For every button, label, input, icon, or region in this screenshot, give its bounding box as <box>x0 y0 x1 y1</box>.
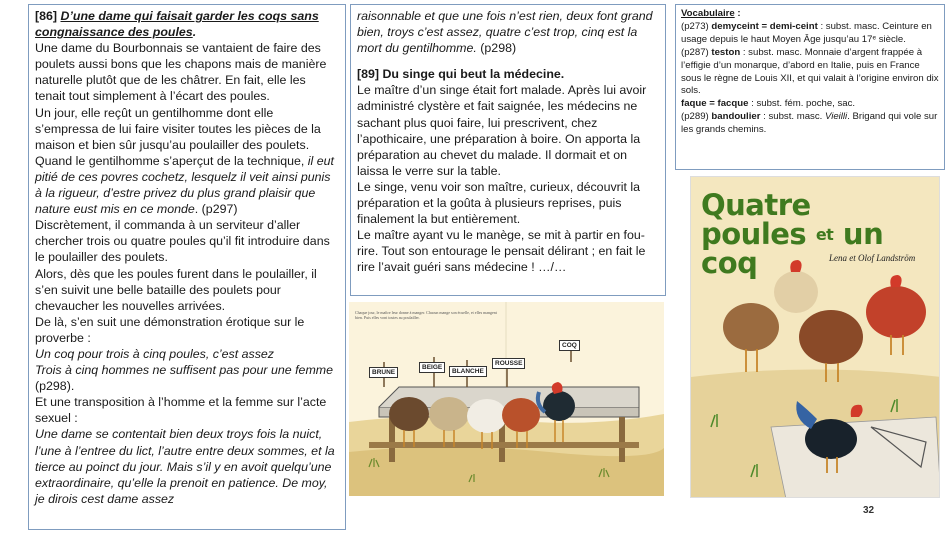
story-89-text-box <box>350 4 666 296</box>
label-brune: BRUNE <box>369 367 398 378</box>
spacer <box>357 56 659 66</box>
paragraph: Un jour, elle reçût un gentilhomme dont elle s’empressa de lui faire visiter toutes les pièces de la maison et bien sûr jusqu’au poulailler des poulets. <box>35 105 321 152</box>
hens-trough-illustration <box>349 302 664 496</box>
label-beige: BEIGE <box>419 362 445 373</box>
cover-author: Lena et Olof Landström <box>829 253 916 263</box>
cover-title-et: et <box>815 225 834 244</box>
label-blanche: BLANCHE <box>449 366 487 377</box>
paragraph: Quand le gentilhomme s’aperçut de la technique, il eut pitié de ces povres cochetz, lesquelz il veit ainsi punis à la rigueur, d’estre privez du plus grand plaisir que nature eust mis en ce monde. (p297) <box>35 153 334 217</box>
book-cover-quatre-poules <box>690 176 940 498</box>
paragraph: Une dame du Bourbonnais se vantaient de faire des poulets aussi bons que les chapons mais de manière naturelle plutôt que de les châtrer. En fait, elle les tenait tout simplement à l’écart des poules. <box>35 41 327 104</box>
paragraph: Le maître d’un singe était fort malade. Après lui avoir administré clystère et fait saignée, les médecins ne sachant plus quoi faire, lui prescrivent, chez l’apothicaire, une préparation à boire. On apporta la préparation au chevet du malade. Il dormait et on laissa le verre sur la table. <box>357 83 647 178</box>
quotation: Une dame se contentait bien deux troys fois la nuict, l’une à l’entree du lict, l’autre entre deux sommes, et la tierce au poinct du jour. Mais s’il y en avoit quelqu’une extraordinaire, qu’elle la prenoit en patience. De moy, je dirois cest dame assez <box>35 427 335 506</box>
label-coq: COQ <box>559 340 580 351</box>
paragraph: Le maître ayant vu le manège, se mit à partir en fou-rire. Tout son entourage le pensait délirant ; en fait le rire l’avait guéri sans médecine ! …/… <box>357 228 646 275</box>
vocabulary-box <box>675 4 945 170</box>
cover-title-line1: Quatre <box>701 188 811 222</box>
cover-title-line3: un coq <box>701 217 884 280</box>
proverb-line: Trois à cinq hommes ne suffisent pas pour une femme (p298). <box>35 363 333 394</box>
vocabulary-entry: (p273) demyceint = demi-ceint : subst. masc. Ceinture en usage depuis le haut Moyen Âge jusqu’au 17ᵉ siècle. <box>681 20 932 45</box>
cover-title-line2: poules <box>701 217 807 251</box>
story-86-text-box <box>28 4 346 530</box>
story-86-title: [86] D’une dame qui faisait garder les coqs sans congnaissance des poules. <box>35 9 319 40</box>
vocabulary-entry: (p287) teston : subst. masc. Monnaie d’argent frappée à l’effigie d’un monarque, d’abord en Italie, puis en France sous le règne de Louis XII, et qui valait à l’origine environ dix sols. <box>681 46 939 97</box>
vocabulary-entry: faque = facque : subst. fém. poche, sac. <box>681 98 856 110</box>
paragraph: Discrètement, il commanda à un serviteur d’aller chercher trois ou quatre poules qu’il fit introduire dans le poulailler des poulets. <box>35 218 330 265</box>
cover-title <box>701 188 931 280</box>
proverb-line: Un coq pour trois à cinq poules, c’est assez <box>35 346 274 361</box>
paragraph: Et une transposition à l’homme et la femme sur l’acte sexuel : <box>35 395 327 426</box>
page-number: 32 <box>863 505 875 516</box>
paragraph: De là, s’en suit une démonstration érotique sur le proverbe : <box>35 314 305 345</box>
vocabulary-entry: (p289) bandoulier : subst. masc. Vieilli. Brigand qui vole sur les grands chemins. <box>681 111 938 136</box>
illustration-caption: Chaque jour, le maître leur donne à manger. Chacun mange son écuelle, et elles mangent bien. Puis elles vont toutes au poulailler. <box>355 310 497 320</box>
vocabulary-heading: Vocabulaire : <box>681 8 741 19</box>
label-rousse: ROUSSE <box>492 358 525 369</box>
quotation-continued: raisonnable et que une fois n’est rien, deux font grand bien, troys c’est assez, quatre c’est trop, cinq est la mort du gentilhomme. (p298) <box>357 9 653 56</box>
hens-scene-drawing <box>349 302 664 496</box>
paragraph: Le singe, venu voir son maître, curieux, découvrit la préparation et la goûta à plusieurs reprises, puis finalement la but entièrement. <box>357 179 641 227</box>
story-89-title: [89] Du singe qui beut la médecine. <box>357 67 565 82</box>
paragraph: Alors, dès que les poules furent dans le poulailler, il s’en suivit une belle bataille des poulets pour chevaucher les nouvelles arrivées. <box>35 266 317 313</box>
